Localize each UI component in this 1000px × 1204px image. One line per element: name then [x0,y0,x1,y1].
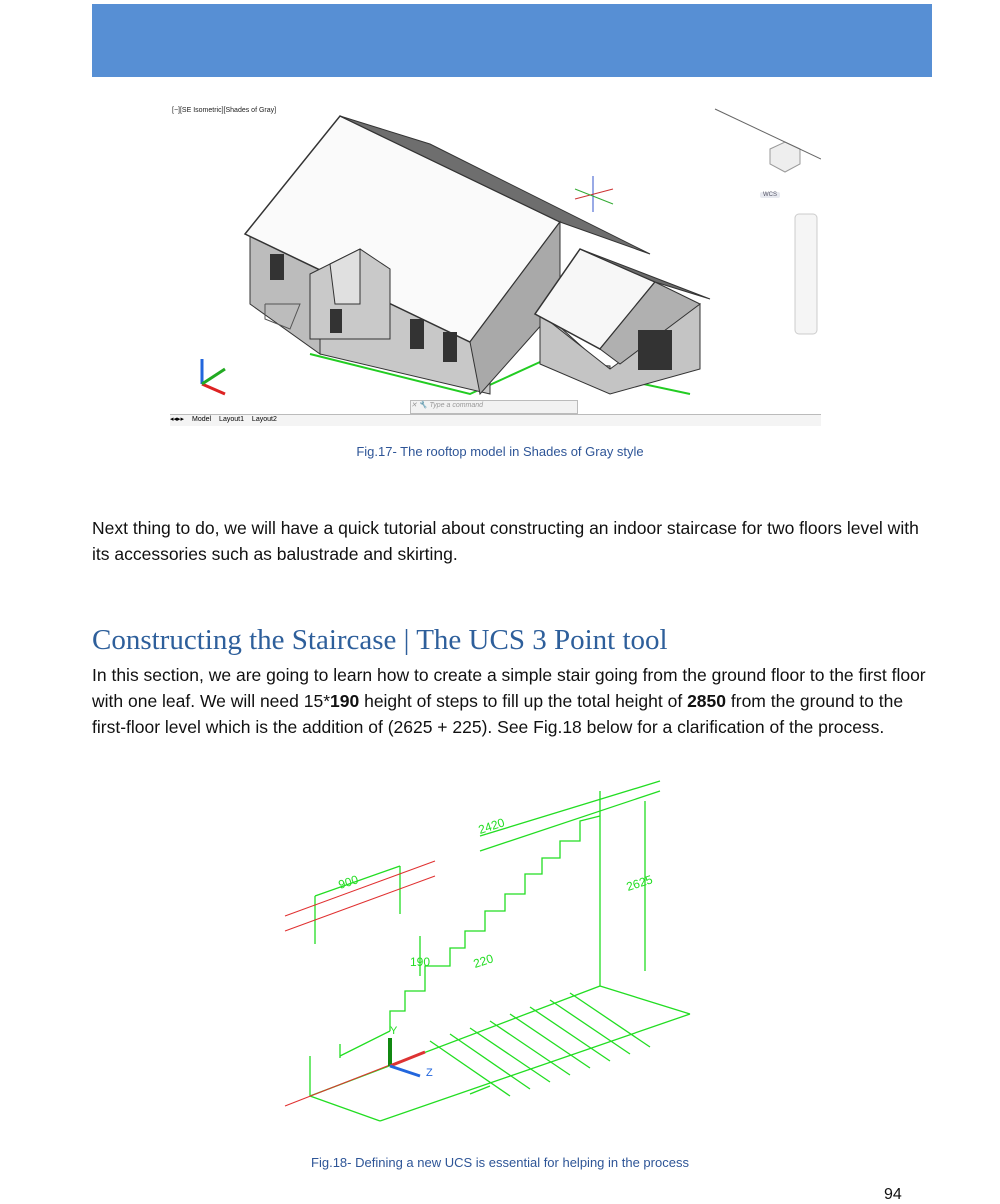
viewport-label[interactable]: [−][SE Isometric][Shades of Gray] [172,107,277,114]
rooftop-model-figure [170,104,821,426]
house-drawing [170,104,821,426]
paragraph-text: height of steps to fill up the total height of [359,691,688,711]
dimension-2420: 2420 [476,815,507,837]
header-banner [92,4,932,77]
ucs-z-label: Z [426,1067,433,1079]
intro-paragraph: Next thing to do, we will have a quick tutorial about constructing an indoor staircase for two floors level with its accessories such as balustrade and skirting. [92,518,919,564]
tab-layout2[interactable]: Layout2 [251,416,277,423]
dimension-900: 900 [336,872,360,892]
command-line[interactable] [410,400,578,414]
paragraph-bold-value: 2850 [687,691,727,711]
figure1-caption: Fig.17- The rooftop model in Shades of Gray style [356,444,644,459]
wrench-icon[interactable]: 🔧 [418,402,428,409]
ucs-y-label: Y [390,1025,398,1037]
section-paragraph [92,662,932,740]
section-heading: Constructing the Staircase | The UCS 3 Point tool [92,624,668,656]
staircase-drawing [280,776,710,1136]
figure2-caption: Fig.18- Defining a new UCS is essential for helping in the process [311,1155,689,1170]
paragraph-text: from the ground to the first-floor level which is the addition of (2625 + 225). See Fig.18 below for a clarification of the process. [92,691,904,737]
staircase-figure [280,776,710,1136]
dimension-220: 220 [471,951,495,971]
dimension-190: 190 [410,955,431,969]
dimension-2625: 2625 [624,872,655,894]
tab-nav-arrows-icon[interactable]: ◂◂▸▸ [170,416,185,423]
close-icon[interactable]: ✕ [411,402,417,409]
paragraph-bold-value: 190 [330,691,360,711]
layout-tabs [170,414,821,426]
tab-model[interactable]: Model [192,416,212,423]
paragraph-text: In this section, we are going to learn how to create a simple stair going from the ground floor to the first floor with one leaf. We will need 15* [92,665,926,711]
wcs-menu[interactable]: WCS [760,192,780,198]
tab-layout1[interactable]: Layout1 [219,416,244,423]
command-input[interactable]: Type a command [429,402,484,409]
page-number: 94 [884,1186,902,1203]
